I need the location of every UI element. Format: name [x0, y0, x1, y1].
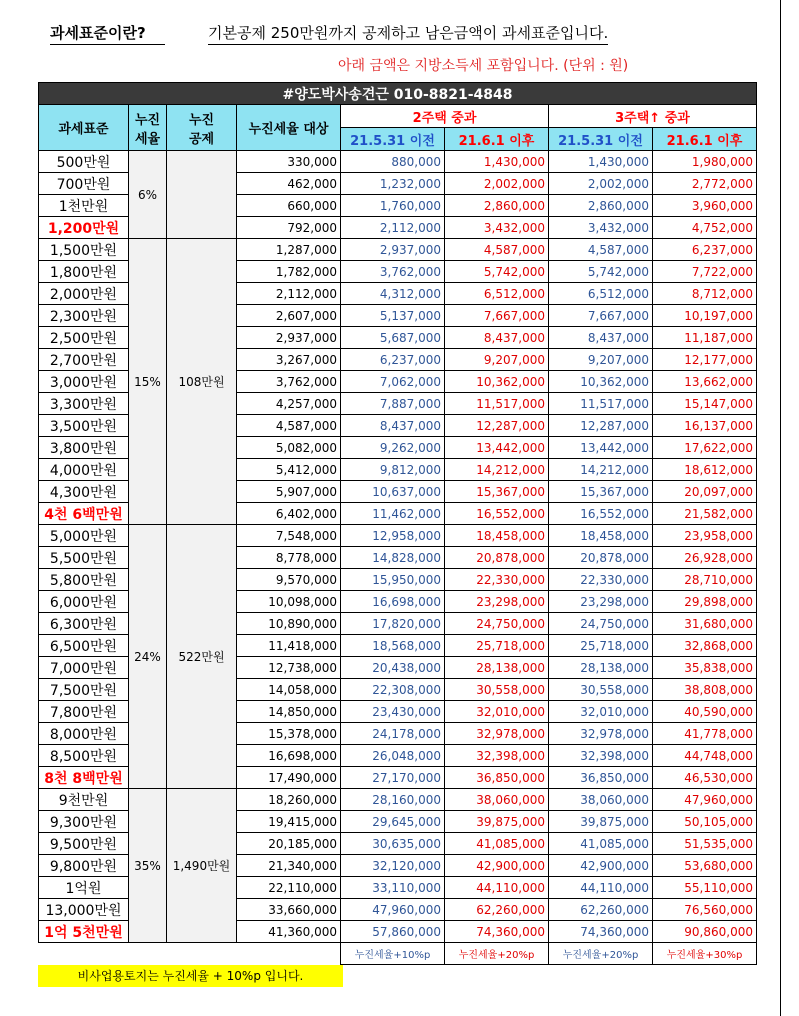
house2-before-cell: 26,048,000	[341, 745, 445, 767]
house3-after-cell: 53,680,000	[653, 855, 757, 877]
tax-standard-cell: 1억원	[39, 877, 129, 899]
house3-before-cell: 15,367,000	[549, 481, 653, 503]
house2-before-cell: 2,112,000	[341, 217, 445, 239]
house3-before-cell: 74,360,000	[549, 921, 653, 943]
tax-standard-cell: 3,000만원	[39, 371, 129, 393]
house2-after-cell: 2,860,000	[445, 195, 549, 217]
header-deduction-line2: 공제	[188, 131, 215, 147]
house2-after-cell: 32,010,000	[445, 701, 549, 723]
footer-h3-after: 누진세율+30%p	[653, 943, 757, 965]
rate-cell: 35%	[129, 789, 167, 943]
house2-before-cell: 14,828,000	[341, 547, 445, 569]
house3-before-cell: 14,212,000	[549, 459, 653, 481]
tax-standard-cell: 3,800만원	[39, 437, 129, 459]
house2-before-cell: 29,645,000	[341, 811, 445, 833]
house3-after-cell: 51,535,000	[653, 833, 757, 855]
house2-after-cell: 1,430,000	[445, 151, 549, 173]
house3-before-cell: 16,552,000	[549, 503, 653, 525]
base-tax-cell: 5,082,000	[237, 437, 341, 459]
base-tax-cell: 18,260,000	[237, 789, 341, 811]
tax-standard-cell: 500만원	[39, 151, 129, 173]
tax-standard-cell: 8,000만원	[39, 723, 129, 745]
house2-before-cell: 12,958,000	[341, 525, 445, 547]
house2-before-cell: 27,170,000	[341, 767, 445, 789]
header-deduction-line1: 누진	[188, 112, 215, 128]
deduction-cell: 1,490만원	[167, 789, 237, 943]
header-deduction	[167, 105, 237, 151]
house3-before-cell: 6,512,000	[549, 283, 653, 305]
base-tax-cell: 10,890,000	[237, 613, 341, 635]
house2-before-cell: 24,178,000	[341, 723, 445, 745]
house3-before-cell: 8,437,000	[549, 327, 653, 349]
base-tax-cell: 7,548,000	[237, 525, 341, 547]
table-row	[39, 151, 757, 173]
house2-before-cell: 15,950,000	[341, 569, 445, 591]
base-tax-cell: 4,257,000	[237, 393, 341, 415]
house3-after-cell: 40,590,000	[653, 701, 757, 723]
house2-after-cell: 62,260,000	[445, 899, 549, 921]
house2-before-cell: 30,635,000	[341, 833, 445, 855]
house2-after-cell: 28,138,000	[445, 657, 549, 679]
house2-after-cell: 8,437,000	[445, 327, 549, 349]
house3-after-cell: 35,838,000	[653, 657, 757, 679]
house3-after-cell: 16,137,000	[653, 415, 757, 437]
house3-before-cell: 36,850,000	[549, 767, 653, 789]
house3-before-cell: 25,718,000	[549, 635, 653, 657]
house2-before-cell: 23,430,000	[341, 701, 445, 723]
base-tax-cell: 9,570,000	[237, 569, 341, 591]
tax-standard-cell: 2,000만원	[39, 283, 129, 305]
house2-before-cell: 18,568,000	[341, 635, 445, 657]
tax-standard-cell: 13,000만원	[39, 899, 129, 921]
house3-after-cell: 32,868,000	[653, 635, 757, 657]
house3-before-cell: 38,060,000	[549, 789, 653, 811]
house2-after-cell: 41,085,000	[445, 833, 549, 855]
base-tax-cell: 10,098,000	[237, 591, 341, 613]
deduction-cell	[167, 151, 237, 239]
house3-after-cell: 2,772,000	[653, 173, 757, 195]
deduction-cell: 522만원	[167, 525, 237, 789]
house3-before-cell: 24,750,000	[549, 613, 653, 635]
table-row	[39, 789, 757, 811]
house3-after-cell: 50,105,000	[653, 811, 757, 833]
house3-after-cell: 44,748,000	[653, 745, 757, 767]
footer-h2-after: 누진세율+20%p	[445, 943, 549, 965]
house3-after-cell: 38,808,000	[653, 679, 757, 701]
house3-after-cell: 10,197,000	[653, 305, 757, 327]
tax-standard-cell: 4,300만원	[39, 481, 129, 503]
table-body	[39, 151, 757, 943]
base-tax-cell: 17,490,000	[237, 767, 341, 789]
house2-before-cell: 2,937,000	[341, 239, 445, 261]
house2-before-cell: 9,812,000	[341, 459, 445, 481]
house2-before-cell: 17,820,000	[341, 613, 445, 635]
rate-cell: 15%	[129, 239, 167, 525]
table-row	[39, 239, 757, 261]
house3-before-cell: 2,002,000	[549, 173, 653, 195]
house3-before-cell: 44,110,000	[549, 877, 653, 899]
header-h2-after: 21.6.1 이후	[445, 128, 549, 151]
house2-after-cell: 24,750,000	[445, 613, 549, 635]
house2-before-cell: 32,120,000	[341, 855, 445, 877]
tax-standard-cell: 6,000만원	[39, 591, 129, 613]
house2-after-cell: 32,978,000	[445, 723, 549, 745]
header-standard: 과세표준	[39, 105, 129, 151]
house3-after-cell: 1,980,000	[653, 151, 757, 173]
house3-before-cell: 20,878,000	[549, 547, 653, 569]
house3-before-cell: 12,287,000	[549, 415, 653, 437]
base-tax-cell: 660,000	[237, 195, 341, 217]
base-tax-cell: 3,267,000	[237, 349, 341, 371]
house3-before-cell: 23,298,000	[549, 591, 653, 613]
house3-before-cell: 18,458,000	[549, 525, 653, 547]
house2-after-cell: 2,002,000	[445, 173, 549, 195]
base-tax-cell: 2,607,000	[237, 305, 341, 327]
house2-after-cell: 74,360,000	[445, 921, 549, 943]
base-tax-cell: 5,907,000	[237, 481, 341, 503]
base-tax-cell: 20,185,000	[237, 833, 341, 855]
tax-standard-cell: 5,000만원	[39, 525, 129, 547]
house2-before-cell: 11,462,000	[341, 503, 445, 525]
house2-before-cell: 57,860,000	[341, 921, 445, 943]
base-tax-cell: 6,402,000	[237, 503, 341, 525]
tax-standard-cell: 2,300만원	[39, 305, 129, 327]
house2-before-cell: 8,437,000	[341, 415, 445, 437]
house2-before-cell: 7,062,000	[341, 371, 445, 393]
house3-before-cell: 42,900,000	[549, 855, 653, 877]
header-rate	[129, 105, 167, 151]
house2-before-cell: 7,887,000	[341, 393, 445, 415]
tax-standard-cell: 7,800만원	[39, 701, 129, 723]
base-tax-cell: 14,058,000	[237, 679, 341, 701]
rate-cell: 6%	[129, 151, 167, 239]
house3-before-cell: 5,742,000	[549, 261, 653, 283]
base-tax-cell: 21,340,000	[237, 855, 341, 877]
base-tax-cell: 12,738,000	[237, 657, 341, 679]
tax-standard-cell: 1,800만원	[39, 261, 129, 283]
house3-after-cell: 47,960,000	[653, 789, 757, 811]
base-tax-cell: 22,110,000	[237, 877, 341, 899]
house2-after-cell: 10,362,000	[445, 371, 549, 393]
tax-standard-cell: 4천 6백만원	[39, 503, 129, 525]
house2-before-cell: 3,762,000	[341, 261, 445, 283]
house2-after-cell: 16,552,000	[445, 503, 549, 525]
house2-after-cell: 39,875,000	[445, 811, 549, 833]
header-h3-before: 21.5.31 이전	[549, 128, 653, 151]
house3-after-cell: 31,680,000	[653, 613, 757, 635]
house2-after-cell: 18,458,000	[445, 525, 549, 547]
tax-standard-cell: 2,500만원	[39, 327, 129, 349]
house2-before-cell: 9,262,000	[341, 437, 445, 459]
tax-standard-cell: 9,500만원	[39, 833, 129, 855]
house2-after-cell: 13,442,000	[445, 437, 549, 459]
house3-after-cell: 41,778,000	[653, 723, 757, 745]
tax-standard-cell: 5,500만원	[39, 547, 129, 569]
house3-after-cell: 18,612,000	[653, 459, 757, 481]
base-tax-cell: 2,937,000	[237, 327, 341, 349]
house2-before-cell: 16,698,000	[341, 591, 445, 613]
base-tax-cell: 462,000	[237, 173, 341, 195]
house3-before-cell: 1,430,000	[549, 151, 653, 173]
house2-after-cell: 14,212,000	[445, 459, 549, 481]
house3-after-cell: 8,712,000	[653, 283, 757, 305]
tax-standard-cell: 7,000만원	[39, 657, 129, 679]
house3-before-cell: 41,085,000	[549, 833, 653, 855]
tax-standard-cell: 1천만원	[39, 195, 129, 217]
house2-before-cell: 6,237,000	[341, 349, 445, 371]
house3-after-cell: 4,752,000	[653, 217, 757, 239]
tax-standard-cell: 3,500만원	[39, 415, 129, 437]
house3-before-cell: 10,362,000	[549, 371, 653, 393]
house2-after-cell: 11,517,000	[445, 393, 549, 415]
base-tax-cell: 5,412,000	[237, 459, 341, 481]
house2-before-cell: 4,312,000	[341, 283, 445, 305]
house2-after-cell: 3,432,000	[445, 217, 549, 239]
base-tax-cell: 1,782,000	[237, 261, 341, 283]
description-text: 기본공제 250만원까지 공제하고 남은금액이 과세표준입니다.	[208, 22, 608, 45]
house3-after-cell: 46,530,000	[653, 767, 757, 789]
house3-after-cell: 29,898,000	[653, 591, 757, 613]
house2-after-cell: 12,287,000	[445, 415, 549, 437]
tax-standard-cell: 8천 8백만원	[39, 767, 129, 789]
house2-after-cell: 30,558,000	[445, 679, 549, 701]
tax-standard-cell: 1억 5천만원	[39, 921, 129, 943]
house2-before-cell: 10,637,000	[341, 481, 445, 503]
house3-before-cell: 22,330,000	[549, 569, 653, 591]
house2-after-cell: 5,742,000	[445, 261, 549, 283]
house2-after-cell: 7,667,000	[445, 305, 549, 327]
tax-standard-cell: 9,300만원	[39, 811, 129, 833]
base-tax-cell: 14,850,000	[237, 701, 341, 723]
header-house2: 2주택 중과	[341, 105, 549, 128]
tax-standard-cell: 9,800만원	[39, 855, 129, 877]
house2-after-cell: 22,330,000	[445, 569, 549, 591]
house3-before-cell: 4,587,000	[549, 239, 653, 261]
tax-standard-cell: 5,800만원	[39, 569, 129, 591]
tax-standard-cell: 6,300만원	[39, 613, 129, 635]
house3-after-cell: 21,582,000	[653, 503, 757, 525]
house2-after-cell: 4,587,000	[445, 239, 549, 261]
house2-after-cell: 25,718,000	[445, 635, 549, 657]
house3-before-cell: 3,432,000	[549, 217, 653, 239]
house3-before-cell: 28,138,000	[549, 657, 653, 679]
base-tax-cell: 41,360,000	[237, 921, 341, 943]
house2-before-cell: 1,232,000	[341, 173, 445, 195]
house2-before-cell: 33,110,000	[341, 877, 445, 899]
house3-before-cell: 30,558,000	[549, 679, 653, 701]
base-tax-cell: 792,000	[237, 217, 341, 239]
house2-before-cell: 5,137,000	[341, 305, 445, 327]
base-tax-cell: 16,698,000	[237, 745, 341, 767]
page-border-line	[780, 0, 781, 1016]
base-tax-cell: 15,378,000	[237, 723, 341, 745]
tax-standard-cell: 1,500만원	[39, 239, 129, 261]
house3-before-cell: 32,398,000	[549, 745, 653, 767]
house3-after-cell: 7,722,000	[653, 261, 757, 283]
non-business-land-note: 비사업용토지는 누진세율 + 10%p 입니다.	[38, 965, 343, 987]
tax-standard-cell: 8,500만원	[39, 745, 129, 767]
header-rate-line1: 누진	[134, 112, 161, 128]
house3-before-cell: 13,442,000	[549, 437, 653, 459]
house3-after-cell: 20,097,000	[653, 481, 757, 503]
house3-before-cell: 11,517,000	[549, 393, 653, 415]
house3-before-cell: 39,875,000	[549, 811, 653, 833]
house2-after-cell: 23,298,000	[445, 591, 549, 613]
base-tax-cell: 3,762,000	[237, 371, 341, 393]
tax-standard-cell: 3,300만원	[39, 393, 129, 415]
page-title: 과세표준이란?	[50, 22, 165, 45]
footer-h3-before: 누진세율+20%p	[549, 943, 653, 965]
house2-after-cell: 20,878,000	[445, 547, 549, 569]
house3-after-cell: 76,560,000	[653, 899, 757, 921]
tax-standard-cell: 4,000만원	[39, 459, 129, 481]
tax-standard-cell: 7,500만원	[39, 679, 129, 701]
house3-after-cell: 13,662,000	[653, 371, 757, 393]
deduction-cell: 108만원	[167, 239, 237, 525]
house2-after-cell: 32,398,000	[445, 745, 549, 767]
house3-after-cell: 6,237,000	[653, 239, 757, 261]
tax-standard-cell: 6,500만원	[39, 635, 129, 657]
base-tax-cell: 2,112,000	[237, 283, 341, 305]
footer-spacer	[39, 943, 341, 965]
base-tax-cell: 4,587,000	[237, 415, 341, 437]
header-rate-line2: 세율	[134, 131, 161, 147]
house3-after-cell: 12,177,000	[653, 349, 757, 371]
rate-cell: 24%	[129, 525, 167, 789]
base-tax-cell: 8,778,000	[237, 547, 341, 569]
tax-standard-cell: 700만원	[39, 173, 129, 195]
house3-after-cell: 3,960,000	[653, 195, 757, 217]
contact-banner: #양도박사송견근 010-8821-4848	[39, 83, 757, 105]
house3-before-cell: 62,260,000	[549, 899, 653, 921]
house2-before-cell: 880,000	[341, 151, 445, 173]
base-tax-cell: 19,415,000	[237, 811, 341, 833]
house3-after-cell: 28,710,000	[653, 569, 757, 591]
house3-after-cell: 55,110,000	[653, 877, 757, 899]
house2-after-cell: 44,110,000	[445, 877, 549, 899]
house3-after-cell: 17,622,000	[653, 437, 757, 459]
header-base: 누진세율 대상	[237, 105, 341, 151]
house3-before-cell: 7,667,000	[549, 305, 653, 327]
house3-before-cell: 9,207,000	[549, 349, 653, 371]
footer-h2-before: 누진세율+10%p	[341, 943, 445, 965]
house2-before-cell: 5,687,000	[341, 327, 445, 349]
base-tax-cell: 1,287,000	[237, 239, 341, 261]
base-tax-cell: 33,660,000	[237, 899, 341, 921]
tax-standard-cell: 9천만원	[39, 789, 129, 811]
tax-standard-cell: 1,200만원	[39, 217, 129, 239]
base-tax-cell: 11,418,000	[237, 635, 341, 657]
house3-before-cell: 32,010,000	[549, 701, 653, 723]
house2-after-cell: 42,900,000	[445, 855, 549, 877]
header-h3-after: 21.6.1 이후	[653, 128, 757, 151]
house3-after-cell: 90,860,000	[653, 921, 757, 943]
house3-after-cell: 23,958,000	[653, 525, 757, 547]
house2-after-cell: 9,207,000	[445, 349, 549, 371]
house2-after-cell: 15,367,000	[445, 481, 549, 503]
unit-note: 아래 금액은 지방소득세 포함입니다. (단위 : 원)	[338, 58, 629, 74]
house3-before-cell: 2,860,000	[549, 195, 653, 217]
base-tax-cell: 330,000	[237, 151, 341, 173]
table-row	[39, 525, 757, 547]
house2-after-cell: 38,060,000	[445, 789, 549, 811]
header-h2-before: 21.5.31 이전	[341, 128, 445, 151]
house3-after-cell: 26,928,000	[653, 547, 757, 569]
house2-after-cell: 36,850,000	[445, 767, 549, 789]
header-house3: 3주택↑ 중과	[549, 105, 757, 128]
house3-after-cell: 11,187,000	[653, 327, 757, 349]
house2-before-cell: 47,960,000	[341, 899, 445, 921]
tax-standard-cell: 2,700만원	[39, 349, 129, 371]
house2-before-cell: 28,160,000	[341, 789, 445, 811]
house2-after-cell: 6,512,000	[445, 283, 549, 305]
house3-after-cell: 15,147,000	[653, 393, 757, 415]
house3-before-cell: 32,978,000	[549, 723, 653, 745]
house2-before-cell: 22,308,000	[341, 679, 445, 701]
house2-before-cell: 1,760,000	[341, 195, 445, 217]
house2-before-cell: 20,438,000	[341, 657, 445, 679]
tax-table	[38, 82, 757, 965]
